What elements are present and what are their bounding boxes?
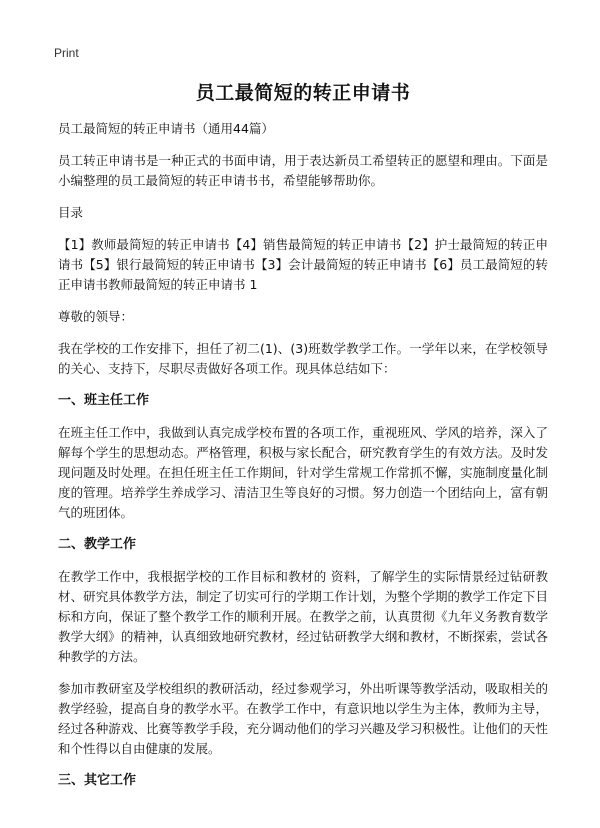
opening-paragraph: 我在学校的工作安排下，担任了初二(1)、(3)班数学教学工作。一学年以来，在学校领导的关心、支持下，尽职尽责做好各项工作。现具体总结如下： [58, 341, 548, 376]
section-1-paragraph: 在班主任工作中，我做到认真完成学校布置的各项工作，重视班风、学风的培养，深入了解每个学生的思想动态。严格管理，积极与家长配合，研究教育学生的有效方法。及时发现问题及时处理。在担任班主任工作期间，针对学生常规工作常抓不懈，实施制度量化制度的管理。培养学生养成学习、清洁卫生等良好的习惯。努力创造一个团结向上，富有朝气的班团体。 [58, 425, 548, 520]
toc-item-4[interactable]: 【4】销售最简短的转正申请书 [229, 237, 402, 252]
section-heading-2: 二、教学工作 [58, 537, 137, 552]
toc-item-2[interactable]: 【2】护士最简短的转正申请书 [58, 237, 548, 272]
intro-paragraph: 员工转正申请书是一种正式的书面申请，用于表达新员工希望转正的愿望和理由。下面是小编整理的员工最简短的转正申请书书，希望能够帮助你。 [58, 153, 548, 188]
subtitle: 员工最简短的转正申请书（通用44篇） [58, 121, 274, 136]
print-link[interactable]: Print [54, 46, 79, 60]
toc-item-1[interactable]: 【1】教师最简短的转正申请书 [58, 237, 230, 252]
toc-item-6[interactable]: 【6】员工最简短的转正申请书 [58, 257, 548, 292]
toc-tail: 教师最简短的转正申请书 1 [108, 277, 258, 292]
section-2-paragraph-1: 在教学工作中，我根据学校的工作目标和教材的 资料，了解学生的实际情景经过钻研教材、研究具体教学方法，制定了切实可行的学期工作计划，为整个学期的教学工作定下目标和方向，保证了整个教学工作的顺利开展。在教学之前，认真贯彻《九年义务教育数学教学大纲》的精神，认真细致地研究教材，经过钻研教学大纲和教材，不断探索，尝试各种教学的方法。 [58, 569, 548, 664]
section-heading-3: 三、其它工作 [58, 773, 137, 788]
greeting: 尊敬的领导： [58, 309, 134, 324]
section-2-paragraph-2: 参加市教研室及学校组织的教研活动，经过参观学习，外出听课等教学活动，吸取相关的教学经验，提高自身的教学水平。在教学工作中，有意识地以学生为主体，教师为主导，经过各种游戏、比赛等教学手段，充分调动他们的学习兴趣及学习积极性。让他们的天性和个性得以自由健康的发展。 [58, 681, 548, 756]
toc-item-5[interactable]: 【5】银行最简短的转正申请书 [83, 257, 255, 272]
section-heading-1: 一、班主任工作 [58, 393, 150, 408]
table-of-contents [58, 235, 548, 295]
document-body [58, 78, 548, 803]
toc-item-3[interactable]: 【3】会计最简短的转正申请书 [254, 257, 427, 272]
page-title: 员工最简短的转正申请书 [195, 82, 411, 104]
toc-label: 目录 [58, 205, 84, 220]
